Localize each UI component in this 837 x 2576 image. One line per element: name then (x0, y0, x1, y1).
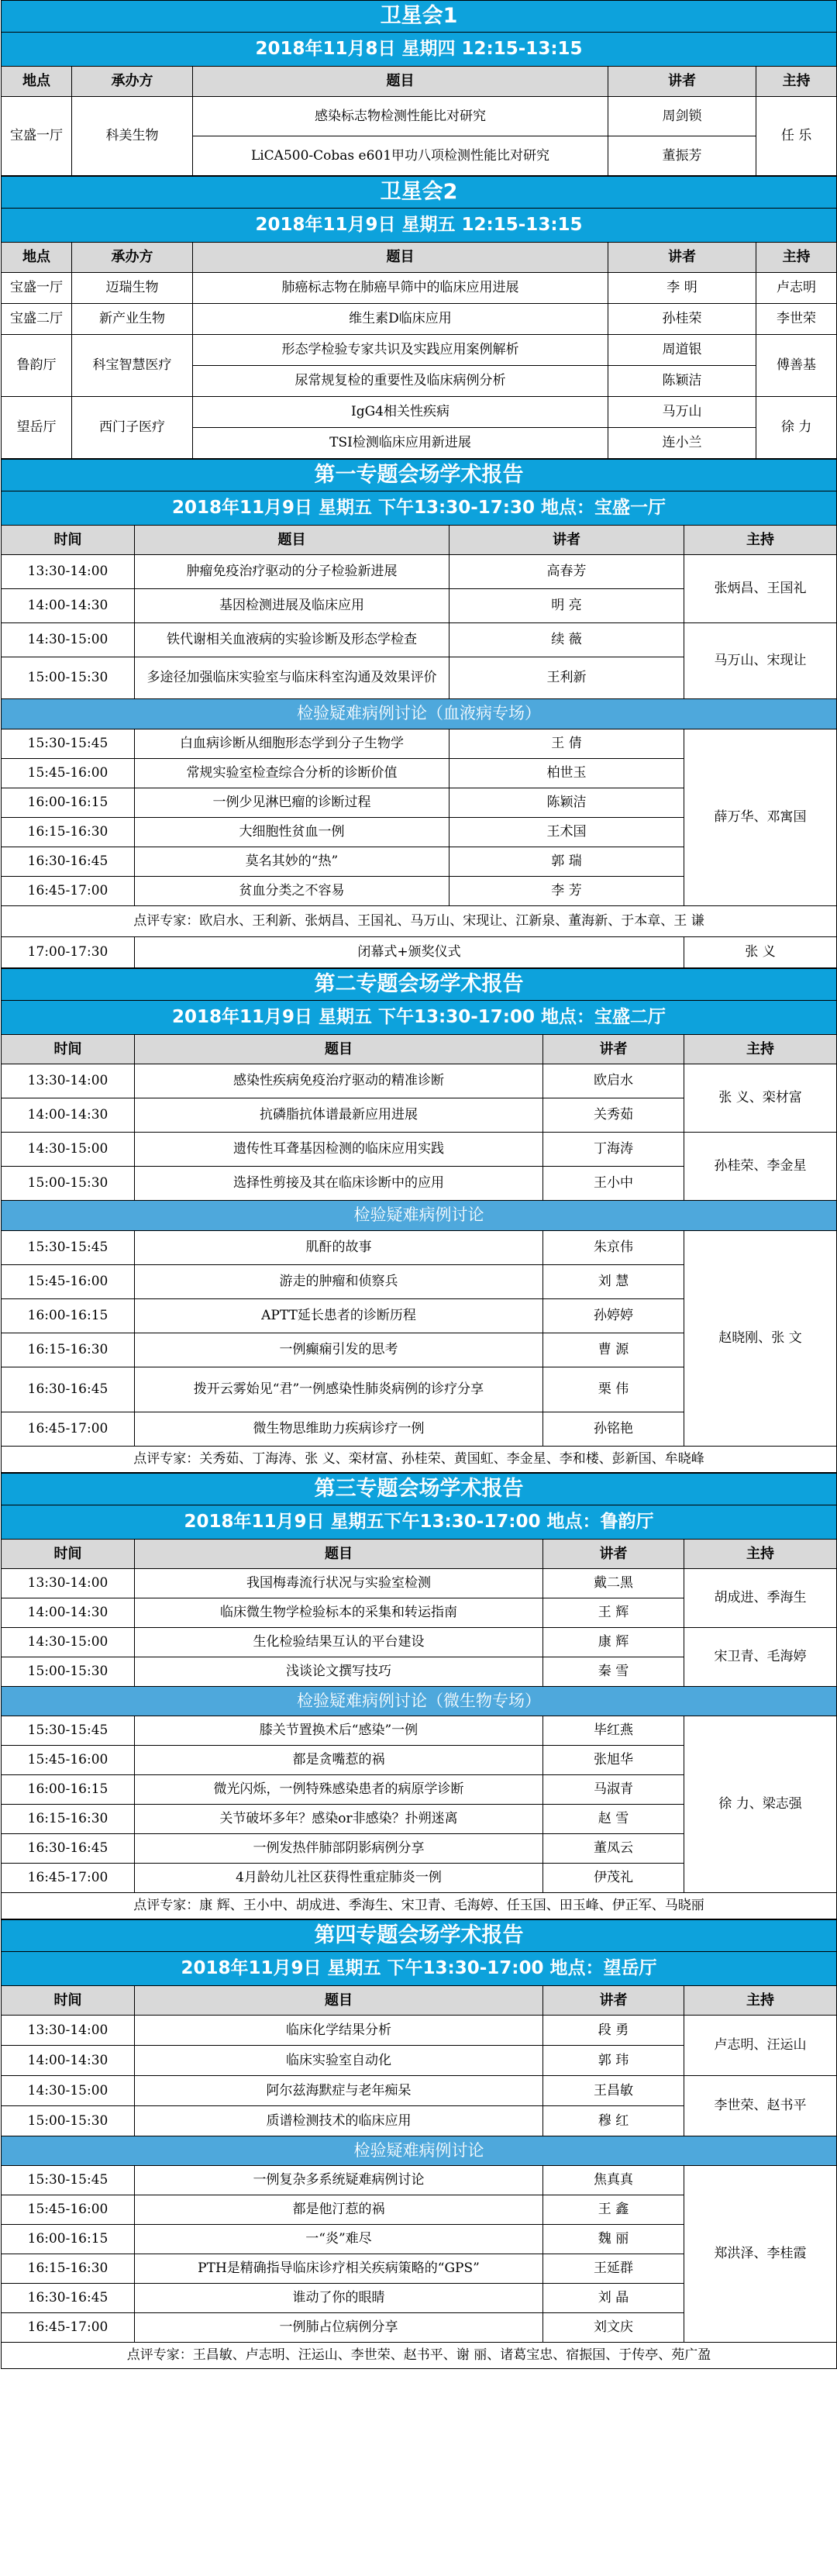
topic-cell: 膝关节置换术后“感染”一例 (135, 1716, 543, 1746)
time-cell: 15:30-15:45 (2, 1716, 135, 1746)
host-cell: 赵晓刚、张 文 (684, 1231, 837, 1447)
time-cell: 16:15-16:30 (2, 1805, 135, 1834)
header-speaker: 讲者 (543, 1035, 684, 1064)
time-cell: 16:00-16:15 (2, 788, 135, 818)
satellite-1-title: 卫星会1 (2, 1, 837, 33)
header-topic: 题目 (135, 1540, 543, 1569)
speaker-cell: 李 芳 (450, 877, 684, 906)
host-cell: 张 义 (684, 937, 837, 968)
table-row (2, 273, 837, 304)
speaker-cell: 孙桂荣 (608, 304, 756, 335)
topic-cell: 微生物思维助力疾病诊疗一例 (135, 1412, 543, 1447)
time-cell: 15:30-15:45 (2, 729, 135, 759)
speaker-cell: 李 明 (608, 273, 756, 304)
table-row (2, 1569, 837, 1598)
header-topic: 题目 (135, 1035, 543, 1064)
topic-cell: 谁动了你的眼睛 (135, 2284, 543, 2313)
topic-cell: 白血病诊断从细胞形态学到分子生物学 (135, 729, 450, 759)
sponsor-cell: 西门子医疗 (72, 397, 193, 459)
reviewers-list: 点评专家：欧启水、王利新、张炳昌、王国礼、马万山、宋现让、江新泉、董海新、于本章、王 谦 (2, 906, 837, 937)
time-cell: 16:45-17:00 (2, 1864, 135, 1893)
host-cell: 张炳昌、王国礼 (684, 555, 837, 623)
host-cell: 马万山、宋现让 (684, 623, 837, 699)
topic-cell: 选择性剪接及其在临床诊断中的应用 (135, 1167, 543, 1201)
header-sponsor: 承办方 (72, 67, 193, 97)
speaker-cell: 周道银 (608, 335, 756, 366)
time-cell: 16:00-16:15 (2, 2225, 135, 2254)
host-cell: 李世荣、赵书平 (684, 2076, 837, 2136)
session-4-title: 第四专题会场学术报告 (2, 1920, 837, 1952)
speaker-cell: 续 薇 (450, 623, 684, 657)
topic-cell: 铁代谢相关血液病的实验诊断及形态学检查 (135, 623, 450, 657)
time-cell: 16:45-17:00 (2, 1412, 135, 1447)
topic-cell: 质谱检测技术的临床应用 (135, 2106, 543, 2136)
host-cell: 孙桂荣、李金星 (684, 1133, 837, 1201)
session-2-subtitle: 2018年11月9日 星期五 下午13:30-17:00 地点：宝盛二厅 (2, 1001, 837, 1035)
speaker-cell: 连小兰 (608, 428, 756, 459)
topic-cell: 浅谈论文撰写技巧 (135, 1657, 543, 1687)
case-discussion-banner: 检验疑难病例讨论（血液病专场） (2, 699, 837, 729)
table-row (2, 937, 837, 968)
speaker-cell: 王 鑫 (543, 2195, 684, 2225)
speaker-cell: 曹 源 (543, 1333, 684, 1367)
speaker-cell: 陈颖洁 (450, 788, 684, 818)
speaker-cell: 关秀茹 (543, 1098, 684, 1133)
speaker-cell: 董凤云 (543, 1834, 684, 1864)
speaker-cell: 陈颖洁 (608, 366, 756, 397)
topic-cell: 肿瘤免疫治疗驱动的分子检验新进展 (135, 555, 450, 589)
session-3-title: 第三专题会场学术报告 (2, 1474, 837, 1505)
table-row (2, 1133, 837, 1167)
speaker-cell: 刘文庆 (543, 2313, 684, 2343)
host-cell: 徐 力、梁志强 (684, 1716, 837, 1893)
satellite-1-date: 2018年11月8日 星期四 12:15-13:15 (2, 33, 837, 67)
topic-cell: 遗传性耳聋基因检测的临床应用实践 (135, 1133, 543, 1167)
header-speaker: 讲者 (450, 526, 684, 555)
time-cell: 15:45-16:00 (2, 1265, 135, 1299)
topic-cell: 游走的肿瘤和侦察兵 (135, 1265, 543, 1299)
speaker-cell: 王 辉 (543, 1598, 684, 1628)
time-cell: 14:00-14:30 (2, 1598, 135, 1628)
time-cell: 16:15-16:30 (2, 1333, 135, 1367)
header-speaker: 讲者 (608, 67, 756, 97)
speaker-cell: 康 辉 (543, 1628, 684, 1657)
topic-cell: 都是贪嘴惹的祸 (135, 1746, 543, 1775)
reviewers-list: 点评专家：王昌敏、卢志明、汪运山、李世荣、赵书平、谢 丽、诸葛宝忠、宿振国、于传亭、苑广盈 (2, 2343, 837, 2369)
topic-cell: 我国梅毒流行状况与实验室检测 (135, 1569, 543, 1598)
speaker-cell: 王 倩 (450, 729, 684, 759)
topic-cell: 一例发热伴肺部阴影病例分享 (135, 1834, 543, 1864)
topic-cell: 生化检验结果互认的平台建设 (135, 1628, 543, 1657)
header-location: 地点 (2, 67, 72, 97)
speaker-cell: 段 勇 (543, 2016, 684, 2046)
table-row (2, 2076, 837, 2106)
host-cell: 胡成进、季海生 (684, 1569, 837, 1628)
speaker-cell: 王小中 (543, 1167, 684, 1201)
speaker-cell: 伊茂礼 (543, 1864, 684, 1893)
speaker-cell: 郭 玮 (543, 2046, 684, 2076)
table-row (2, 555, 837, 589)
case-discussion-banner: 检验疑难病例讨论（微生物专场） (2, 1687, 837, 1716)
time-cell: 15:00-15:30 (2, 657, 135, 699)
satellite-2-date: 2018年11月9日 星期五 12:15-13:15 (2, 209, 837, 243)
topic-cell: 微光闪烁，一例特殊感染患者的病原学诊断 (135, 1775, 543, 1805)
topic-cell: 临床化学结果分析 (135, 2016, 543, 2046)
time-cell: 16:30-16:45 (2, 1834, 135, 1864)
session-1-table (1, 459, 837, 968)
topic-cell: 多途径加强临床实验室与临床科室沟通及效果评价 (135, 657, 450, 699)
header-host: 主持 (684, 1986, 837, 2016)
topic-cell: 抗磷脂抗体谱最新应用进展 (135, 1098, 543, 1133)
host-cell: 李世荣 (756, 304, 837, 335)
topic-cell: 维生素D临床应用 (193, 304, 608, 335)
header-topic: 题目 (135, 1986, 543, 2016)
topic-cell: 尿常规复检的重要性及临床病例分析 (193, 366, 608, 397)
topic-cell: 一例复杂多系统疑难病例讨论 (135, 2166, 543, 2195)
topic-cell: 肺癌标志物在肺癌早筛中的临床应用进展 (193, 273, 608, 304)
header-time: 时间 (2, 1035, 135, 1064)
time-cell: 16:15-16:30 (2, 2254, 135, 2284)
time-cell: 15:30-15:45 (2, 2166, 135, 2195)
session-2-title: 第二专题会场学术报告 (2, 969, 837, 1001)
topic-cell: 临床实验室自动化 (135, 2046, 543, 2076)
header-topic: 题目 (135, 526, 450, 555)
topic-cell: 基因检测进展及临床应用 (135, 589, 450, 623)
sponsor-cell: 科宝智慧医疗 (72, 335, 193, 397)
speaker-cell: 王利新 (450, 657, 684, 699)
speaker-cell: 栗 伟 (543, 1367, 684, 1412)
topic-cell: 形态学检验专家共识及实践应用案例解析 (193, 335, 608, 366)
location-cell: 宝盛二厅 (2, 304, 72, 335)
time-cell: 14:30-15:00 (2, 1628, 135, 1657)
time-cell: 13:30-14:00 (2, 555, 135, 589)
table-row (2, 335, 837, 366)
topic-cell: 常规实验室检查综合分析的诊断价值 (135, 759, 450, 788)
time-cell: 14:30-15:00 (2, 1133, 135, 1167)
table-row (2, 97, 837, 136)
session-4-subtitle: 2018年11月9日 星期五 下午13:30-17:00 地点：望岳厅 (2, 1952, 837, 1986)
speaker-cell: 魏 丽 (543, 2225, 684, 2254)
table-row (2, 1628, 837, 1657)
speaker-cell: 焦真真 (543, 2166, 684, 2195)
speaker-cell: 董振芳 (608, 136, 756, 176)
topic-cell: PTH是精确指导临床诊疗相关疾病策略的“GPS” (135, 2254, 543, 2284)
speaker-cell: 赵 雪 (543, 1805, 684, 1834)
host-cell: 宋卫青、毛海婷 (684, 1628, 837, 1687)
table-row (2, 1231, 837, 1265)
table-row (2, 623, 837, 657)
time-cell: 17:00-17:30 (2, 937, 135, 968)
header-host: 主持 (756, 243, 837, 273)
header-host: 主持 (684, 1035, 837, 1064)
topic-cell: TSI检测临床应用新进展 (193, 428, 608, 459)
time-cell: 15:00-15:30 (2, 1167, 135, 1201)
header-host: 主持 (684, 1540, 837, 1569)
topic-cell: 拨开云雾始见“君”一例感染性肺炎病例的诊疗分享 (135, 1367, 543, 1412)
host-cell: 张 义、栾材富 (684, 1064, 837, 1133)
speaker-cell: 柏世玉 (450, 759, 684, 788)
time-cell: 15:45-16:00 (2, 759, 135, 788)
header-speaker: 讲者 (608, 243, 756, 273)
location-cell: 宝盛一厅 (2, 273, 72, 304)
speaker-cell: 郭 瑞 (450, 847, 684, 877)
satellite-2-title: 卫星会2 (2, 177, 837, 209)
table-row (2, 2016, 837, 2046)
session-2-table (1, 968, 837, 1473)
host-cell: 薛万华、邓寓国 (684, 729, 837, 906)
topic-cell: 肌酐的故事 (135, 1231, 543, 1265)
table-row (2, 1716, 837, 1746)
header-sponsor: 承办方 (72, 243, 193, 273)
table-row (2, 729, 837, 759)
topic-cell: 阿尔兹海默症与老年痴呆 (135, 2076, 543, 2106)
topic-cell: 临床微生物学检验标本的采集和转运指南 (135, 1598, 543, 1628)
header-time: 时间 (2, 1986, 135, 2016)
speaker-cell: 刘 慧 (543, 1265, 684, 1299)
location-cell: 鲁韵厅 (2, 335, 72, 397)
header-speaker: 讲者 (543, 1986, 684, 2016)
topic-cell: IgG4相关性疾病 (193, 397, 608, 428)
time-cell: 16:30-16:45 (2, 1367, 135, 1412)
table-row (2, 2166, 837, 2195)
session-3-table (1, 1473, 837, 1919)
topic-cell: 感染标志物检测性能比对研究 (193, 97, 608, 136)
speaker-cell: 孙婷婷 (543, 1299, 684, 1333)
host-cell: 郑洪泽、李桂霞 (684, 2166, 837, 2343)
topic-cell: 都是他汀惹的祸 (135, 2195, 543, 2225)
topic-cell: 感染性疾病免疫治疗驱动的精准诊断 (135, 1064, 543, 1098)
time-cell: 13:30-14:00 (2, 2016, 135, 2046)
time-cell: 14:00-14:30 (2, 2046, 135, 2076)
table-row (2, 304, 837, 335)
time-cell: 13:30-14:00 (2, 1064, 135, 1098)
session-4-table (1, 1919, 837, 2369)
topic-cell: LiCA500-Cobas e601甲功八项检测性能比对研究 (193, 136, 608, 176)
topic-cell: 一例癫痫引发的思考 (135, 1333, 543, 1367)
host-cell: 傅善基 (756, 335, 837, 397)
header-time: 时间 (2, 1540, 135, 1569)
speaker-cell: 王昌敏 (543, 2076, 684, 2106)
speaker-cell: 孙铭艳 (543, 1412, 684, 1447)
time-cell: 16:45-17:00 (2, 2313, 135, 2343)
speaker-cell: 明 亮 (450, 589, 684, 623)
session-3-subtitle: 2018年11月9日 星期五下午13:30-17:00 地点：鲁韵厅 (2, 1505, 837, 1540)
reviewers-list: 点评专家：康 辉、王小中、胡成进、季海生、宋卫青、毛海婷、任玉国、田玉峰、伊正军、马晓丽 (2, 1893, 837, 1919)
speaker-cell: 丁海涛 (543, 1133, 684, 1167)
satellite-meeting-2-table (1, 176, 837, 459)
speaker-cell: 马淑青 (543, 1775, 684, 1805)
speaker-cell: 穆 红 (543, 2106, 684, 2136)
speaker-cell: 刘 晶 (543, 2284, 684, 2313)
case-discussion-banner: 检验疑难病例讨论 (2, 1201, 837, 1231)
speaker-cell: 张旭华 (543, 1746, 684, 1775)
speaker-cell: 秦 雪 (543, 1657, 684, 1687)
header-location: 地点 (2, 243, 72, 273)
time-cell: 14:00-14:30 (2, 1098, 135, 1133)
topic-cell: 关节破坏多年？感染or非感染？扑朔迷离 (135, 1805, 543, 1834)
speaker-cell: 周剑锁 (608, 97, 756, 136)
header-speaker: 讲者 (543, 1540, 684, 1569)
topic-cell: 贫血分类之不容易 (135, 877, 450, 906)
reviewers-list: 点评专家：关秀茹、丁海涛、张 义、栾材富、孙桂荣、黄国虹、李金星、李和楼、彭新国、牟晓峰 (2, 1447, 837, 1473)
topic-cell: 一“炎”难尽 (135, 2225, 543, 2254)
time-cell: 16:15-16:30 (2, 818, 135, 847)
host-cell: 卢志明 (756, 273, 837, 304)
host-cell: 徐 力 (756, 397, 837, 459)
time-cell: 14:00-14:30 (2, 589, 135, 623)
sponsor-cell: 新产业生物 (72, 304, 193, 335)
speaker-cell: 毕红燕 (543, 1716, 684, 1746)
time-cell: 15:30-15:45 (2, 1231, 135, 1265)
sponsor-cell: 迈瑞生物 (72, 273, 193, 304)
time-cell: 16:00-16:15 (2, 1299, 135, 1333)
time-cell: 15:00-15:30 (2, 2106, 135, 2136)
time-cell: 14:30-15:00 (2, 2076, 135, 2106)
time-cell: 13:30-14:00 (2, 1569, 135, 1598)
table-row (2, 397, 837, 428)
location-cell: 望岳厅 (2, 397, 72, 459)
header-topic: 题目 (193, 243, 608, 273)
closing-ceremony: 闭幕式+颁奖仪式 (135, 937, 684, 968)
time-cell: 14:30-15:00 (2, 623, 135, 657)
speaker-cell: 王术国 (450, 818, 684, 847)
schedule-document (1, 0, 836, 2369)
topic-cell: 一例少见淋巴瘤的诊断过程 (135, 788, 450, 818)
topic-cell: APTT延长患者的诊断历程 (135, 1299, 543, 1333)
host-cell: 任 乐 (756, 97, 837, 176)
speaker-cell: 欧启水 (543, 1064, 684, 1098)
time-cell: 15:45-16:00 (2, 2195, 135, 2225)
case-discussion-banner: 检验疑难病例讨论 (2, 2136, 837, 2166)
host-cell: 卢志明、汪运山 (684, 2016, 837, 2076)
topic-cell: 莫名其妙的“热” (135, 847, 450, 877)
header-topic: 题目 (193, 67, 608, 97)
header-host: 主持 (756, 67, 837, 97)
location-cell: 宝盛一厅 (2, 97, 72, 176)
time-cell: 16:00-16:15 (2, 1775, 135, 1805)
speaker-cell: 朱京伟 (543, 1231, 684, 1265)
time-cell: 16:30-16:45 (2, 847, 135, 877)
table-row (2, 1064, 837, 1098)
speaker-cell: 马万山 (608, 397, 756, 428)
session-1-subtitle: 2018年11月9日 星期五 下午13:30-17:30 地点：宝盛一厅 (2, 491, 837, 526)
topic-cell: 一例肺占位病例分享 (135, 2313, 543, 2343)
sponsor-cell: 科美生物 (72, 97, 193, 176)
topic-cell: 4月龄幼儿社区获得性重症肺炎一例 (135, 1864, 543, 1893)
header-host: 主持 (684, 526, 837, 555)
satellite-meeting-1-table (1, 0, 837, 176)
speaker-cell: 戴二黑 (543, 1569, 684, 1598)
speaker-cell: 高春芳 (450, 555, 684, 589)
speaker-cell: 王延群 (543, 2254, 684, 2284)
topic-cell: 大细胞性贫血一例 (135, 818, 450, 847)
time-cell: 15:00-15:30 (2, 1657, 135, 1687)
time-cell: 16:45-17:00 (2, 877, 135, 906)
time-cell: 15:45-16:00 (2, 1746, 135, 1775)
session-1-title: 第一专题会场学术报告 (2, 460, 837, 491)
time-cell: 16:30-16:45 (2, 2284, 135, 2313)
header-time: 时间 (2, 526, 135, 555)
